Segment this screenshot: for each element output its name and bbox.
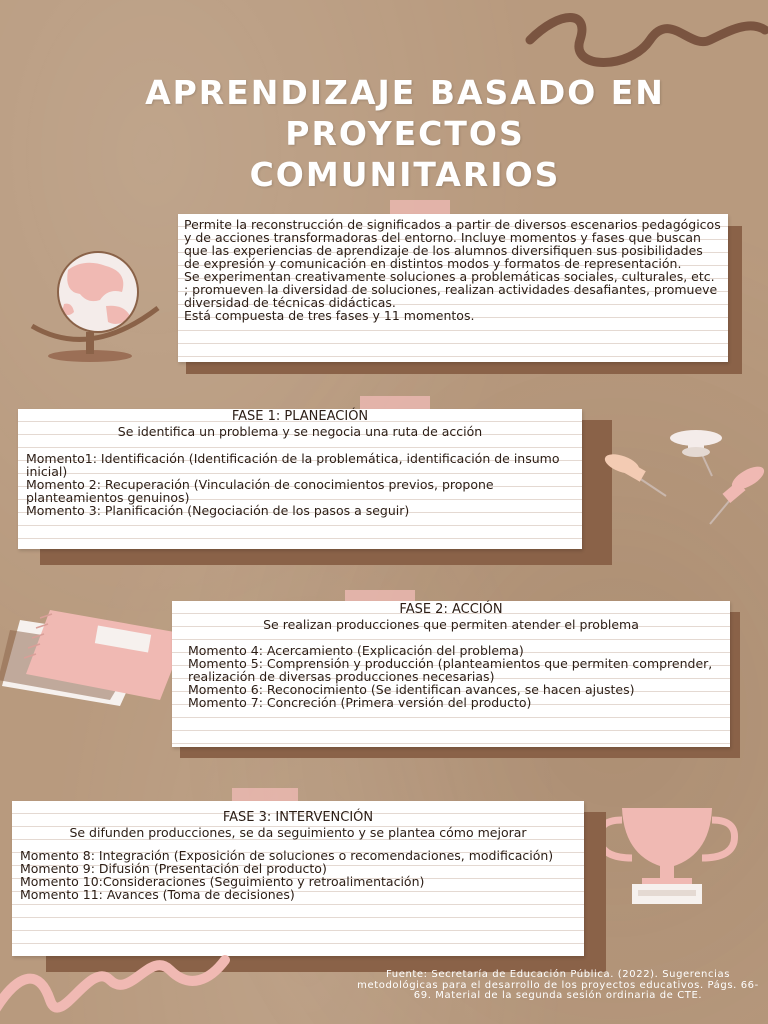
phase1-card [18, 409, 582, 549]
scribble-icon [520, 0, 768, 80]
phase3-subtitle: Se difunden producciones, se da seguimiento y se plantea cómo mejorar [69, 825, 527, 840]
intro-paragraph-1: Permite la reconstrucción de significados a partir de diversos escenarios pedagógicos y de acciones transformadoras del entorno. Incluye momentos y fases que buscan que las experiencias de aprendizaje de los alumnos diversifiquen sus posibilidades de expresión y comunicación en distintos modos y formatos de representación. [184, 217, 721, 271]
pushpins-icon [600, 420, 768, 530]
phase2-moment-4: Momento 4: Acercamiento (Explicación del problema) [188, 643, 524, 658]
phase2-moment-6: Momento 6: Reconocimiento (Se identifican avances, se hacen ajustes) [188, 682, 635, 697]
notebook-icon [0, 600, 190, 710]
phase2-moment-7: Momento 7: Concreción (Primera versión del producto) [188, 695, 532, 710]
phase1-moment-2: Momento 2: Recuperación (Vinculación de conocimientos previos, propone planteamientos genuinos) [26, 477, 494, 505]
phase1-moment-3: Momento 3: Planificación (Negociación de los pasos a seguir) [26, 503, 410, 518]
phase3-card [12, 801, 584, 956]
phase2-card [172, 601, 730, 747]
page-title [40, 72, 768, 195]
phase3-moment-10: Momento 10:Consideraciones (Seguimiento y retroalimentación) [20, 874, 425, 889]
phase2-moment-5: Momento 5: Comprensión y producción (planteamientos que permiten comprender, realización de diversas producciones necesarias) [188, 656, 713, 684]
title-line-1: APRENDIZAJE BASADO EN [145, 73, 665, 112]
intro-card [178, 214, 728, 362]
phase1-title: FASE 1: PLANEACIÓN [231, 409, 369, 424]
phase1-moment-1: Momento1: Identificación (Identificación de la problemática, identificación de insumo inicial) [26, 451, 560, 479]
phase2-title: FASE 2: ACCIÓN [399, 602, 503, 617]
intro-paragraph-2: Se experimentan creativamente soluciones a problemáticas sociales, culturales, etc. ; promueven la diversidad de soluciones, realizan actividades desafiantes, promueve diversidad de técnicas didácticas. [184, 269, 718, 310]
phase1-subtitle: Se identifica un problema y se negocia una ruta de acción [117, 424, 483, 439]
phase3-title: FASE 3: INTERVENCIÓN [222, 810, 374, 825]
scribble-icon [0, 940, 230, 1024]
title-line-3: COMUNITARIOS [249, 155, 561, 194]
phase3-moment-8: Momento 8: Integración (Exposición de soluciones o recomendaciones, modificación) [20, 848, 554, 863]
phase2-subtitle: Se realizan producciones que permiten atender el problema [263, 617, 639, 632]
trophy-icon [592, 802, 742, 908]
globe-icon [10, 248, 170, 368]
phase3-moment-11: Momento 11: Avances (Toma de decisiones) [20, 887, 295, 902]
phase3-moment-9: Momento 9: Difusión (Presentación del producto) [20, 861, 327, 876]
title-line-2: PROYECTOS [285, 114, 525, 153]
source-citation: Fuente: Secretaría de Educación Pública. (2022). Sugerencias metodológicas para el desarrollo de los proyectos educativos. Págs. 66-69. Material de la segunda sesión ordinaria de CTE. [357, 969, 759, 1001]
intro-paragraph-3: Está compuesta de tres fases y 11 momentos. [184, 308, 475, 323]
